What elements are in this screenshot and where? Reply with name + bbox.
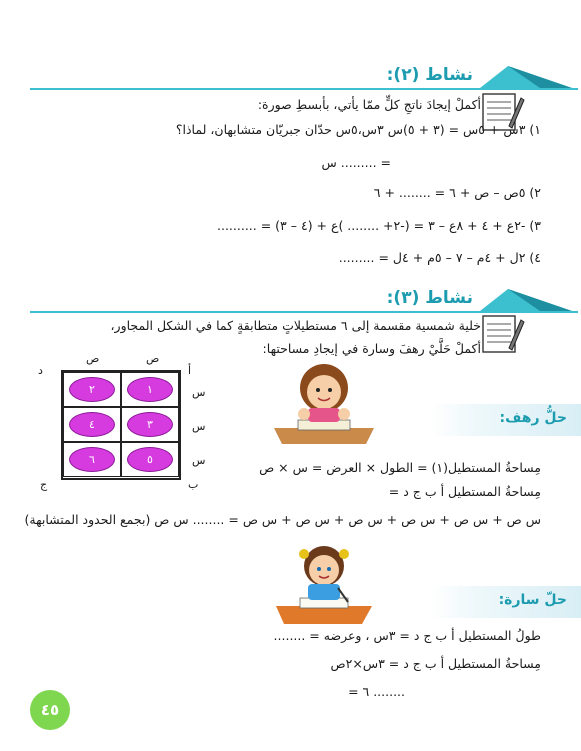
sara-line-1: طولُ المستطيل أ ب ج د = ٣س ، وعرضه = ........: [273, 628, 541, 643]
activity-3-intro: خلية شمسية مقسمة إلى ٦ مستطيلاتٍ متطابقةٍ كما في الشكل المجاور،: [110, 318, 481, 333]
rahaf-line-3: س ص + س ص + س ص + س ص + س ص + س ص = ........ س ص (بجمع الحدود المتشابهة): [24, 512, 541, 527]
corner-label-c: ج: [40, 478, 48, 491]
corner-label-a: أ: [188, 364, 192, 377]
side-label-length-3: س: [192, 454, 206, 467]
rahaf-line-1: مِساحةُ المستطيل(١) = الطول × العرض = س × ص: [259, 460, 541, 475]
question-4: ٤) ٢ل + ٤م – ٧ – ٥م + ٤ل = .........: [338, 250, 541, 265]
cell-2: [63, 372, 121, 407]
question-3: ٣) -٢ع + ٤ + ٨ع – ٣ = (-٢+ ........ )ع + (٤ – ٣) = ..........: [217, 218, 541, 233]
side-label-length-1: س: [192, 386, 206, 399]
cell-5: [121, 442, 179, 477]
cell-label-1: ١: [127, 377, 173, 402]
girl-reading-illustration: [268, 358, 380, 448]
activity-2-rule: [30, 88, 541, 90]
activity-3-title: نشاط (٣):: [386, 288, 473, 308]
rahaf-line-2: مِساحةُ المستطيل أ ب ج د =: [388, 484, 541, 499]
side-label-length-2: س: [192, 420, 206, 433]
cell-label-3: ٣: [127, 412, 173, 437]
question-2: ٢) ٥ص – ص + ٦ = ........ + ٦: [373, 185, 541, 200]
activity-2-instruction: أكملْ إيجادَ ناتجِ كلٍّ ممّا يأتي، بأبسطِ صورة:: [257, 97, 481, 112]
top-label-width-1: ص: [86, 352, 100, 365]
girl-writing-illustration: [268, 540, 380, 632]
cell-6: [63, 442, 121, 477]
cell-1: [121, 372, 179, 407]
sara-line-3: = ٦ ........: [348, 684, 405, 699]
rahaf-solution-title: حلُّ رهف:: [499, 410, 567, 426]
cell-label-6: ٦: [69, 447, 115, 472]
cell-3: [121, 407, 179, 442]
activity-3-rule: [30, 311, 541, 313]
top-label-width-2: ص: [146, 352, 160, 365]
notebook-pencil-icon: [479, 312, 525, 356]
corner-label-b: ب: [188, 478, 199, 491]
rahaf-solution-header: [431, 404, 581, 436]
sara-solution-title: حلّ سارة:: [498, 592, 567, 608]
solar-cell-rectangle: [61, 370, 181, 480]
page-number: ٤٥: [30, 690, 70, 730]
activity-2-title: نشاط (٢):: [386, 65, 473, 85]
cell-label-4: ٤: [69, 412, 115, 437]
question-1: ١) ٣س + ٥س = (٣ + ٥)س ٣س،٥س حدّان جبريّان متشابهان، لماذا؟: [175, 122, 541, 137]
cell-label-2: ٢: [69, 377, 115, 402]
corner-label-d: د: [38, 364, 43, 377]
cell-label-5: ٥: [127, 447, 173, 472]
question-1-continuation: = ......... س: [321, 155, 391, 170]
activity-3-task: أكملْ حَلَّيْ رهفَ وسارة في إيجادِ مساحتها:: [262, 341, 481, 356]
sara-solution-header: [431, 586, 581, 618]
cell-4: [63, 407, 121, 442]
sara-line-2: مِساحةُ المستطيل أ ب ج د = ٣س×٢ص: [330, 656, 541, 671]
